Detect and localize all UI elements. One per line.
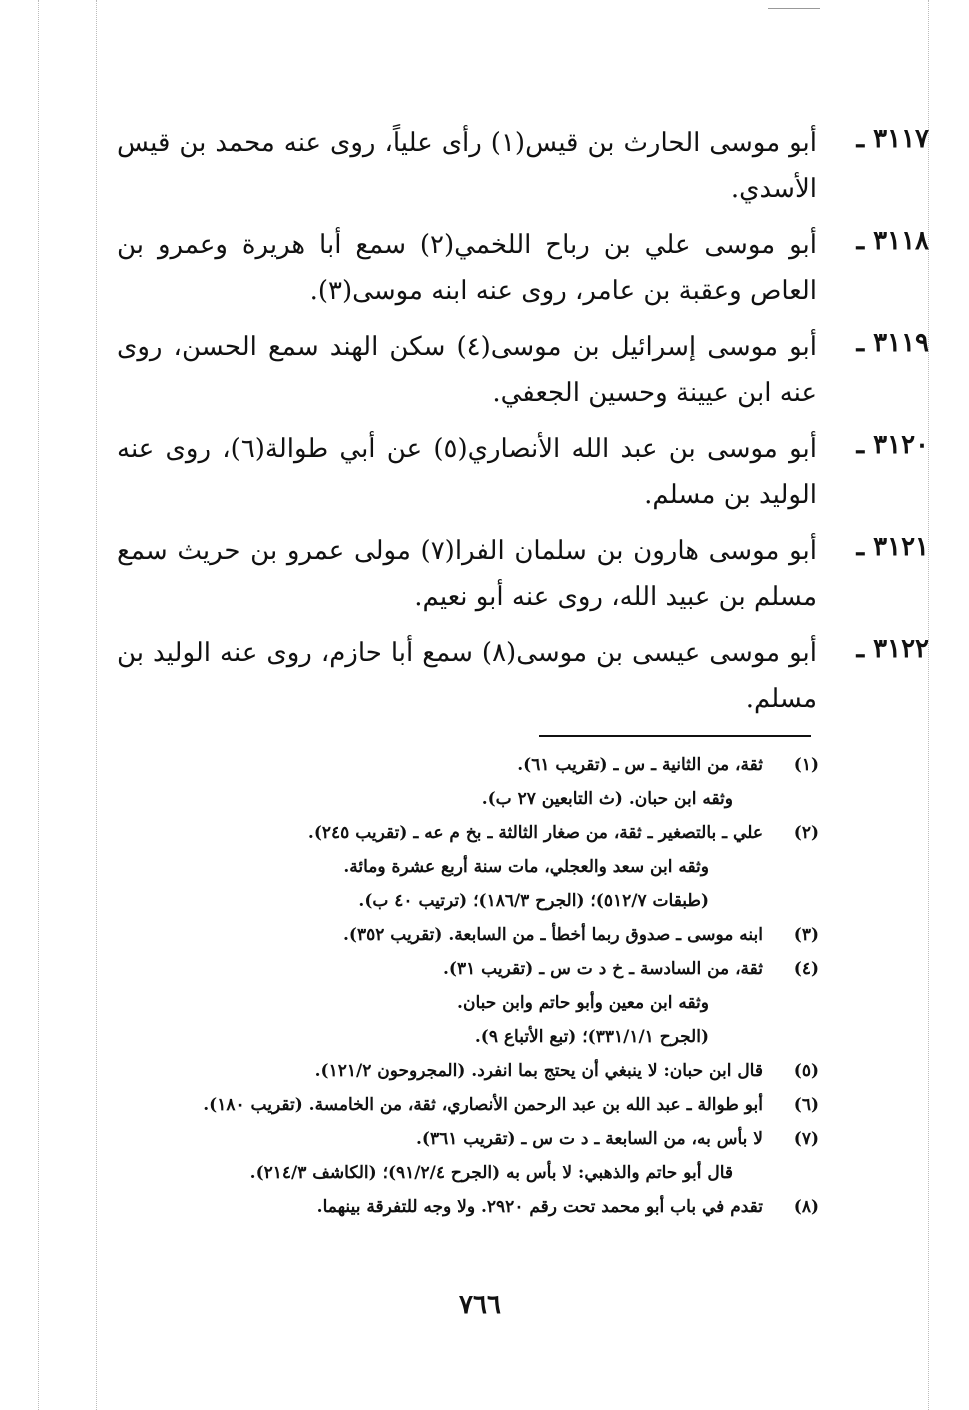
footnote-line: أبو طوالة ـ عبد الله بن عبد الرحمن الأنصاري، ثقة، من الخامسة. (تقريب ١٨٠). xyxy=(203,1095,763,1115)
footnote-number: (٣) xyxy=(793,925,819,945)
page-number: ٧٦٦ xyxy=(459,1290,501,1320)
entry-text: أبو موسى علي بن رباح اللخمي(٢) سمع أبا هريرة وعمرو بن العاص وعقبة بن عامر، روى عنه ابنه موسى(٣). xyxy=(117,230,817,306)
entry-text: أبو موسى الحارث بن قيس(١) رأى علياً، روى عنه محمد بن قيس الأسدي. xyxy=(117,128,817,204)
footnote-1 xyxy=(157,748,817,816)
footnote-number: (٨) xyxy=(793,1197,819,1217)
footnote-line: لا بأس به، من السابعة ـ د ت س ـ (تقريب ٣٦١). xyxy=(416,1129,763,1149)
entry-3121 xyxy=(117,528,929,620)
entry-3118 xyxy=(117,222,929,314)
footnote-2 xyxy=(157,816,817,918)
entry-number: ٣١١٧ ـ xyxy=(856,124,929,154)
footnote-line: ابنه موسى ـ صدوق ربما أخطأ ـ من السابعة. (تقريب ٣٥٢). xyxy=(342,925,763,945)
footnote-line: قال ابن حبان: لا ينبغي أن يحتج بما انفرد. (المجروحون ١٢١/٢). xyxy=(314,1061,763,1081)
scan-edge-line xyxy=(96,0,97,1410)
footnote-number: (١) xyxy=(793,755,819,775)
footnote-line: تقدم في باب أبو محمد تحت رقم ٢٩٢٠. ولا وجه للتفرقة بينهما. xyxy=(316,1197,763,1217)
footnote-number: (٤) xyxy=(793,959,819,979)
scan-edge-line xyxy=(38,0,39,1410)
footnote-line: (طبقات ٥١٢/٧)؛ (الجرح ١٨٦/٣)؛ (ترتيب ٤٠ ب). xyxy=(358,891,709,911)
biography-entries xyxy=(117,120,929,732)
entry-text: أبو موسى عيسى بن موسى(٨) سمع أبا حازم، روى عنه الوليد بن مسلم. xyxy=(117,638,817,714)
entry-number: ٣١٢١ ـ xyxy=(856,532,929,562)
footnote-6 xyxy=(157,1088,817,1122)
entry-3122 xyxy=(117,630,929,722)
footnote-number: (٢) xyxy=(793,823,819,843)
footnote-8 xyxy=(157,1190,817,1224)
footnote-line: (الجرح ٣٣١/١/١)؛ (تبع الأتباع ٩). xyxy=(474,1027,709,1047)
footnote-line: وثقه ابن حبان. (ث التابعين ٢٧ ب). xyxy=(481,789,733,809)
footnote-7 xyxy=(157,1122,817,1190)
footnote-number: (٦) xyxy=(793,1095,819,1115)
footnote-line: وثقه ابن سعد والعجلي، مات سنة أربع عشرة ومائة. xyxy=(343,857,709,877)
footnote-separator xyxy=(539,735,811,737)
footnote-4 xyxy=(157,952,817,1054)
footnote-number: (٥) xyxy=(793,1061,819,1081)
entry-text: أبو موسى بن عبد الله الأنصاري(٥) عن أبي طوالة(٦)، روى عنه الوليد بن مسلم. xyxy=(117,434,817,510)
footnote-5 xyxy=(157,1054,817,1088)
footnote-line: علي ـ بالتصغير ـ ثقة، من صغار الثالثة ـ بخ م عه ـ (تقريب ٢٤٥). xyxy=(307,823,763,843)
entry-text: أبو موسى إسرائيل بن موسى(٤) سكن الهند سمع الحسن، روى عنه ابن عيينة وحسين الجعفي. xyxy=(117,332,817,408)
entry-number: ٣١١٩ ـ xyxy=(856,328,929,358)
entry-3119 xyxy=(117,324,929,416)
footnote-line: قال أبو حاتم والذهبي: لا بأس به (الجرح ٩١/٢/٤)؛ (الكاشف ٢١٤/٣). xyxy=(249,1163,733,1183)
footnote-line: ثقة، من الثانية ـ س ـ (تقريب ٦١). xyxy=(517,755,763,775)
entry-3120 xyxy=(117,426,929,518)
scan-top-rule xyxy=(768,8,820,9)
entry-text: أبو موسى هارون بن سلمان الفرا(٧) مولى عمرو بن حريث سمع مسلم بن عبيد الله، روى عنه أبو نعيم. xyxy=(117,536,817,612)
entry-3117 xyxy=(117,120,929,212)
entry-number: ٣١٢٢ ـ xyxy=(856,634,929,664)
footnote-3 xyxy=(157,918,817,952)
footnotes xyxy=(157,748,817,1224)
footnote-line: ثقة، من السادسة ـ خ د ت س ـ (تقريب ٣١). xyxy=(442,959,763,979)
entry-number: ٣١٢٠ ـ xyxy=(856,430,929,460)
scan-edge-line xyxy=(928,0,929,1410)
entry-number: ٣١١٨ ـ xyxy=(856,226,929,256)
footnote-number: (٧) xyxy=(793,1129,819,1149)
footnote-line: وثقه ابن معين وأبو حاتم وابن حبان. xyxy=(457,993,709,1013)
